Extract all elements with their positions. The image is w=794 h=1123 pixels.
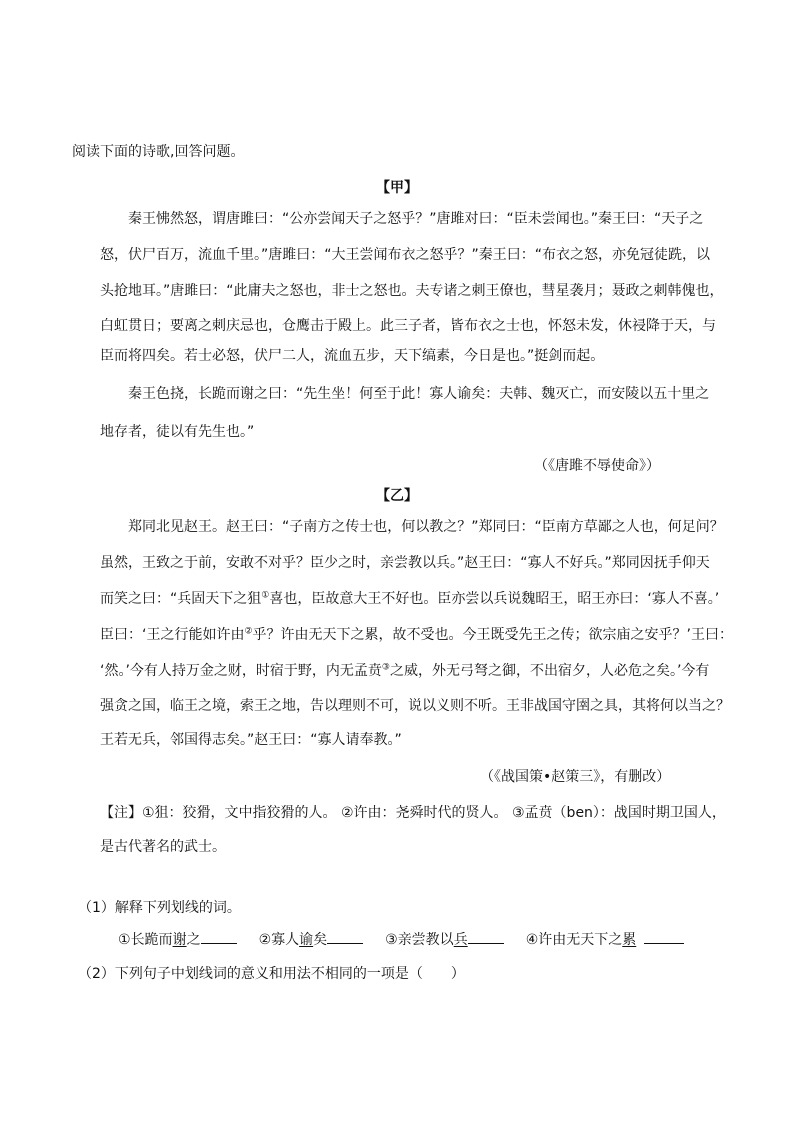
- yi-line-5: ‘然。’今有人持万金之财，时宿于野，内无孟贲③之威，外无弓弩之御，不出宿夕，人必危之矣。’今有: [100, 662, 710, 679]
- jia-line-2: 怒，伏尸百万，流血千里。”唐雎曰：“大王尝闻布衣之怒乎？”秦王曰：“布衣之怒，亦免冠徒跣，以: [100, 247, 711, 263]
- q1-item-4: ④许由无天下之累: [526, 929, 685, 950]
- jia-line-4: 白虹贯日；要离之刺庆忌也，仓鹰击于殿上。此三子者，皆布衣之士也，怀怒未发，休祲降于天，与: [100, 318, 716, 334]
- jia-heading: 【甲】: [376, 180, 418, 196]
- q1-item-2: ②寡人谕矣: [259, 929, 364, 950]
- yi-source: （《战国策•赵策三》，有删改）: [480, 769, 671, 785]
- question-1-label: （1）解释下列划线的词。: [78, 900, 241, 916]
- yi-heading: 【乙】: [376, 488, 418, 504]
- notes-line-2: 是古代著名的武士。: [100, 839, 226, 855]
- q1-item-1: ①长跪而谢之: [118, 929, 237, 950]
- answer-blank-4[interactable]: [644, 929, 684, 944]
- note-marker-1: ①: [261, 590, 270, 601]
- yi-line-4: 臣曰：‘王之行能如许由②乎？许由无天下之累，故不受也。今王既受先王之传；欲宗庙之安乎？’王曰：: [100, 626, 733, 643]
- yi-line-2: 虽然，王致之于前，安敢不对乎？臣少之时，亲尝教以兵。”赵王曰：“寡人不好兵。”郑同因抚手仰天: [100, 555, 710, 571]
- answer-blank-3[interactable]: [468, 929, 504, 944]
- jia-line-5: 臣而将四矣。若士必怒，伏尸二人，流血五步，天下缟素，今日是也。”挺剑而起。: [100, 348, 605, 364]
- yi-line-1: 郑同北见赵王。赵王曰：“子南方之传士也，何以教之？”郑同曰：“臣南方草鄙之人也，何足问？: [128, 519, 724, 535]
- instruction: 阅读下面的诗歌,回答问题。: [72, 144, 245, 160]
- jia-source: （《唐雎不辱使命》）: [534, 458, 660, 474]
- question-2-label: （2）下列句子中划线词的意义和用法不相同的一项是（ ）: [78, 966, 465, 982]
- notes-line-1: 【注】①狙：狡猾，文中指狡猾的人。 ②许由：尧舜时代的贤人。 ③孟贲（ben）：战国时期卫国人，: [100, 805, 726, 821]
- jia-line-1: 秦王怫然怒，谓唐雎曰：“公亦尝闻天子之怒乎？”唐雎对曰：“臣未尝闻也。”秦王曰：“天子之: [128, 211, 704, 227]
- yi-line-6: 强贪之国，临王之境，索王之地，告以理则不可，说以义则不听。王非战国守圉之具，其将何以当之？: [100, 698, 730, 714]
- jia-line-3: 头抢地耳。”唐雎曰：“此庸夫之怒也，非士之怒也。夫专诸之刺王僚也，彗星袭月；聂政之刺韩傀也，: [100, 283, 724, 299]
- question-1-items: [118, 929, 684, 950]
- answer-blank-2[interactable]: [327, 929, 363, 944]
- jia-para2-line-2: 地存者，徒以有先生也。”: [100, 424, 255, 440]
- yi-line-3: 而笑之曰：“兵固天下之狙①喜也，臣故意大王不好也。臣亦尝以兵说魏昭王，昭王亦曰：‘寡人不喜。’: [100, 590, 720, 607]
- q1-item-3: ③亲尝教以兵: [385, 929, 504, 950]
- answer-blank-1[interactable]: [201, 929, 237, 944]
- jia-para2-line-1: 秦王色挠，长跪而谢之曰：“先生坐！何至于此！寡人谕矣：夫韩、魏灭亡，而安陵以五十里之: [128, 386, 710, 402]
- yi-line-7: 王若无兵，邻国得志矣。”赵王曰：“寡人请奉教。”: [100, 732, 402, 748]
- note-marker-3: ③: [381, 662, 390, 673]
- note-marker-2: ②: [244, 626, 253, 637]
